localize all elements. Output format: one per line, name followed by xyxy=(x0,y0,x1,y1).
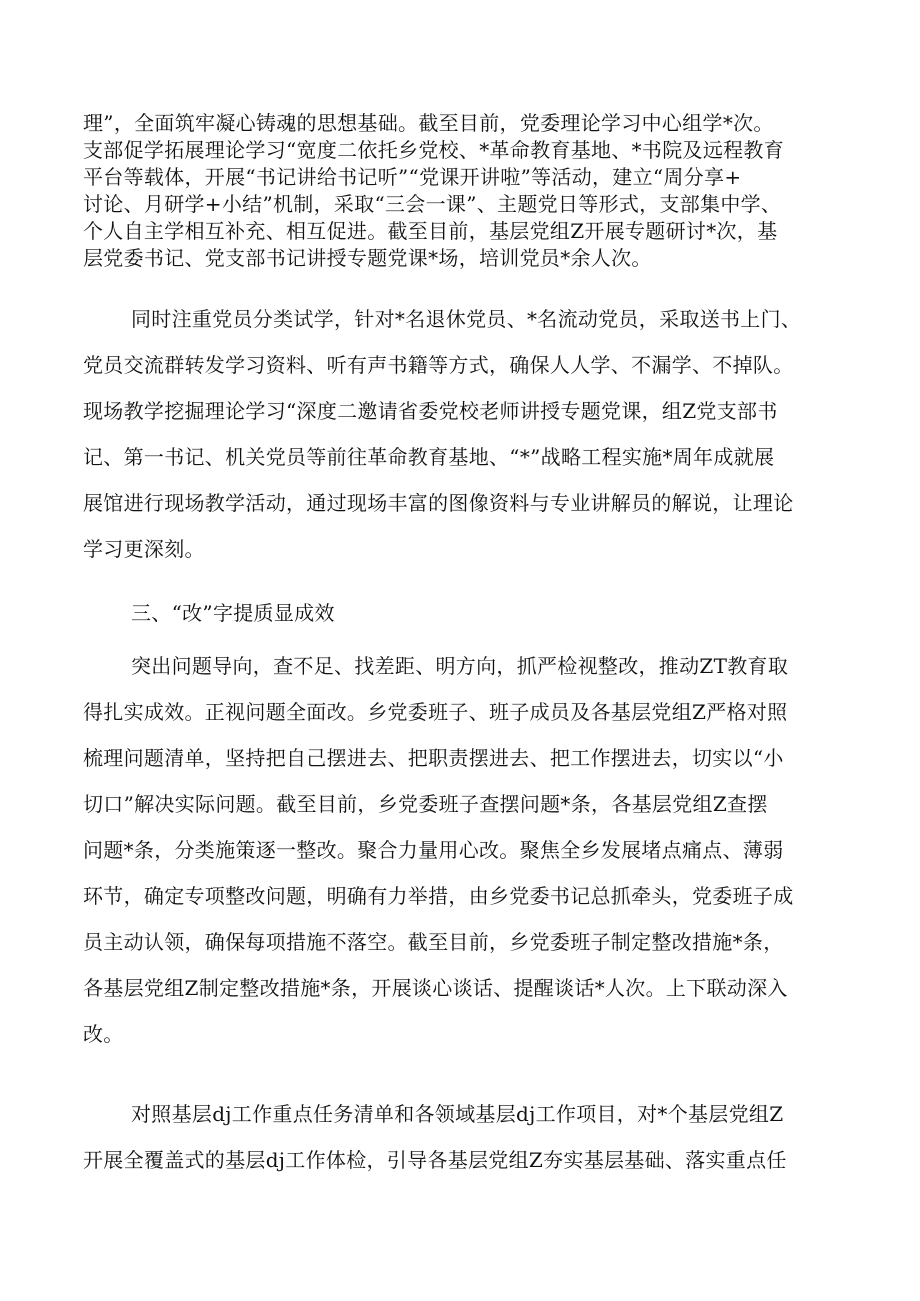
text-line: 梳理问题清单，坚持把自己摆进去、把职责摆进去、把工作摆进去，切实以“小 xyxy=(83,746,784,770)
text-line: 展馆进行现场教学活动，通过现场丰富的图像资料与专业讲解员的解说，让理论 xyxy=(83,491,794,515)
text-line: 问题*条，分类施策逐一整改。聚合力量用心改。聚焦全乡发展堵点痛点、薄弱 xyxy=(83,838,784,862)
text-line: 对照基层dj工作重点任务清单和各领域基层dj工作项目，对*个基层党组Z xyxy=(131,1102,784,1126)
text-line: 理”，全面筑牢凝心铸魂的思想基础。截至目前，党委理论学习中心组学*次。 xyxy=(83,111,774,135)
paragraph-1 xyxy=(83,110,843,272)
text-line: 讨论、月研学+小结”机制，采取“三会一课”、主题党日等形式，支部集中学、 xyxy=(83,192,782,216)
text-line: 现场教学挖掘理论学习“深度二邀请省委党校老师讲授专题党课，组Z党支部书 xyxy=(83,399,778,423)
text-line: 开展全覆盖式的基层dj工作体检，引导各基层党组Z夯实基层基础、落实重点任 xyxy=(83,1148,787,1172)
text-line: 个人自主学相互补充、相互促进。截至目前，基层党组Z开展专题研讨*次，基 xyxy=(83,219,778,243)
paragraph-4 xyxy=(83,1091,843,1183)
text-line: 层党委书记、党支部书记讲授专题党课*场，培训党员*余人次。 xyxy=(83,246,652,270)
text-line: 得扎实成效。正视问题全面改。乡党委班子、班子成员及各基层党组Z严格对照 xyxy=(83,700,788,724)
text-line: 突出问题导向，查不足、找差距、明方向，抓严检视整改，推动ZT教育取 xyxy=(131,654,789,678)
heading-text: 三、“改”字提质显成效 xyxy=(131,601,335,625)
text-line: 学习更深刻。 xyxy=(83,537,205,561)
text-line: 支部促学拓展理论学习“宽度二依托乡党校、*革命教育基地、*书院及远程教育 xyxy=(83,138,785,162)
text-line: 同时注重党员分类试学，针对*名退休党员、*名流动党员，采取送书上门、 xyxy=(131,307,802,331)
paragraph-2 xyxy=(83,296,843,572)
text-line: 平台等载体，开展“书记讲给书记听”“党课开讲啦”等活动，建立“周分享+ xyxy=(83,165,742,189)
text-line: 切口”解决实际问题。截至目前，乡党委班子查摆问题*条，各基层党组Z查摆 xyxy=(83,792,768,816)
text-line: 党员交流群转发学习资料、听有声书籍等方式，确保人人学、不漏学、不掉队。 xyxy=(83,353,794,377)
section-heading-3 xyxy=(83,590,843,636)
text-line: 员主动认领，确保每项措施不落空。截至目前，乡党委班子制定整改措施*条， xyxy=(83,930,784,954)
text-line: 记、第一书记、机关党员等前往革命教育基地、“*”战略工程实施*周年成就展 xyxy=(83,445,775,469)
text-line: 各基层党组Z制定整改措施*条，开展谈心谈话、提醒谈话*人次。上下联动深入 xyxy=(83,976,788,1000)
text-line: 改。 xyxy=(83,1022,124,1046)
paragraph-3 xyxy=(83,643,843,1057)
text-line: 环节，确定专项整改问题，明确有力举措，由乡党委书记总抓牵头，党委班子成 xyxy=(83,884,794,908)
